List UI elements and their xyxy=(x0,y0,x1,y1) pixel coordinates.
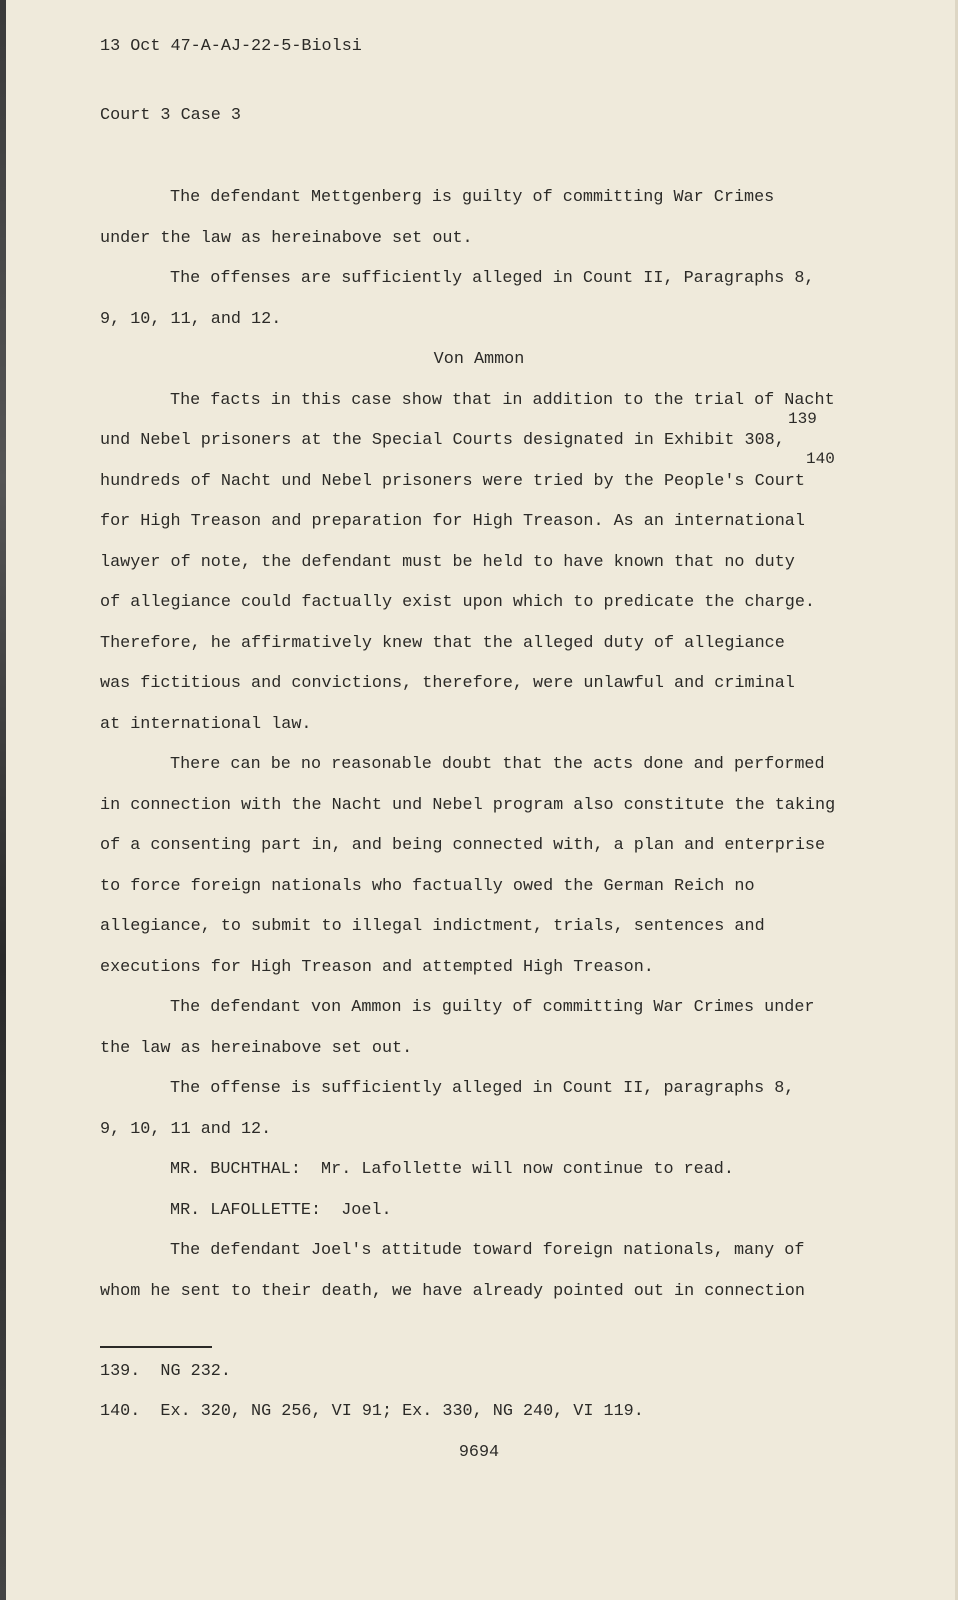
body-line: the law as hereinabove set out. xyxy=(100,1039,413,1058)
body-line: The offense is sufficiently alleged in Count II, paragraphs 8, xyxy=(170,1079,795,1098)
footnote: 140. Ex. 320, NG 256, VI 91; Ex. 330, NG 240, VI 119. xyxy=(100,1402,644,1421)
body-line: lawyer of note, the defendant must be held to have known that no duty xyxy=(100,553,795,572)
scan-edge xyxy=(0,0,6,1600)
footnote-ref: 140 xyxy=(806,450,835,468)
footnote-ref: 139 xyxy=(788,410,817,428)
body-line: The facts in this case show that in addition to the trial of Nacht xyxy=(170,391,835,410)
body-line: There can be no reasonable doubt that the acts done and performed xyxy=(170,755,825,774)
header-court-case: Court 3 Case 3 xyxy=(100,106,241,125)
speaker-line: MR. LAFOLLETTE: Joel. xyxy=(170,1201,392,1220)
body-line: Therefore, he affirmatively knew that the alleged duty of allegiance xyxy=(100,634,785,653)
body-line: The defendant Mettgenberg is guilty of committing War Crimes xyxy=(170,188,775,207)
body-line: The defendant von Ammon is guilty of committing War Crimes under xyxy=(170,998,815,1017)
speaker-line: MR. BUCHTHAL: Mr. Lafollette will now continue to read. xyxy=(170,1160,734,1179)
footnote: 139. NG 232. xyxy=(100,1362,231,1381)
body-line: was fictitious and convictions, therefore, were unlawful and criminal xyxy=(100,674,795,693)
body-line: whom he sent to their death, we have already pointed out in connection xyxy=(100,1282,805,1301)
page-number: 9694 xyxy=(458,1443,500,1462)
body-line: The defendant Joel's attitude toward foreign nationals, many of xyxy=(170,1241,805,1260)
body-line: 9, 10, 11, and 12. xyxy=(100,310,282,329)
body-line: The offenses are sufficiently alleged in Count II, Paragraphs 8, xyxy=(170,269,815,288)
body-line: in connection with the Nacht und Nebel program also constitute the taking xyxy=(100,796,836,815)
body-line: of a consenting part in, and being connected with, a plan and enterprise xyxy=(100,836,826,855)
section-heading: Von Ammon xyxy=(433,350,525,369)
body-line: und Nebel prisoners at the Special Courts designated in Exhibit 308, xyxy=(100,431,785,450)
body-line: hundreds of Nacht und Nebel prisoners were tried by the People's Court xyxy=(100,472,805,491)
body-line: 9, 10, 11 and 12. xyxy=(100,1120,272,1139)
body-line: allegiance, to submit to illegal indictment, trials, sentences and xyxy=(100,917,765,936)
footnote-divider xyxy=(100,1346,212,1348)
header-reference: 13 Oct 47-A-AJ-22-5-Biolsi xyxy=(100,37,362,56)
body-line: for High Treason and preparation for High Treason. As an international xyxy=(100,512,805,531)
body-line: executions for High Treason and attempted High Treason. xyxy=(100,958,654,977)
body-line: to force foreign nationals who factually owed the German Reich no xyxy=(100,877,755,896)
body-line: at international law. xyxy=(100,715,312,734)
body-line: of allegiance could factually exist upon which to predicate the charge. xyxy=(100,593,815,612)
body-line: under the law as hereinabove set out. xyxy=(100,229,473,248)
